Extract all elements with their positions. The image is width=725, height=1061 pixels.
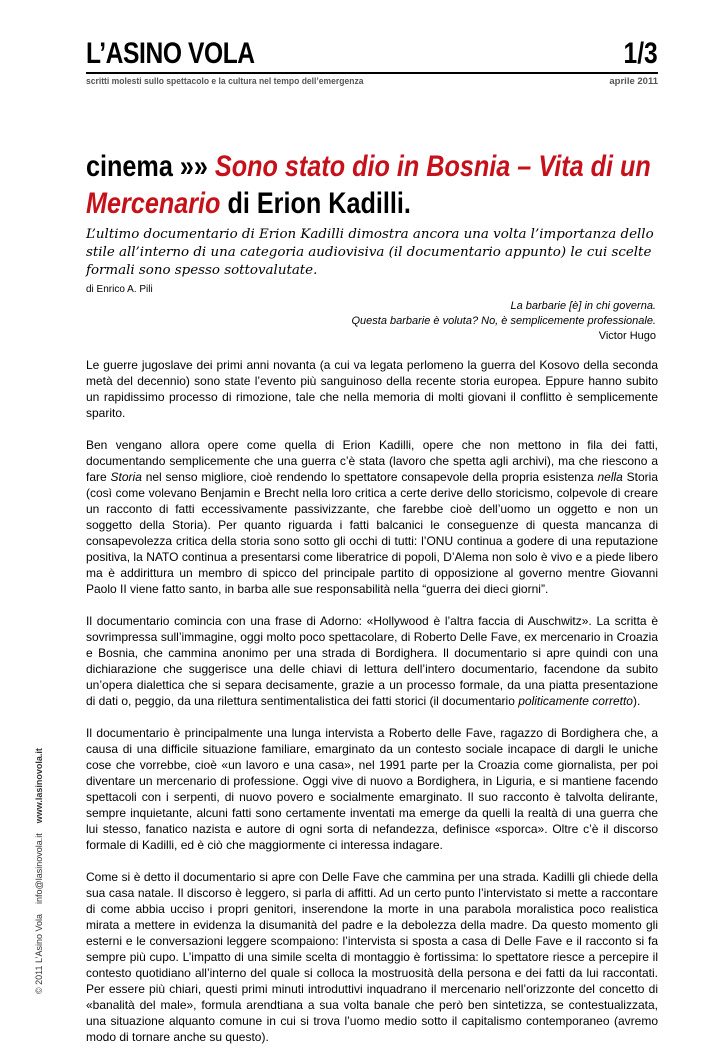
epigraph-author: Victor Hugo xyxy=(598,330,656,342)
masthead xyxy=(86,36,658,90)
byline: di Enrico A. Pili xyxy=(86,284,153,295)
section-marker: »» xyxy=(179,150,208,183)
masthead-rule xyxy=(86,72,658,74)
headline-director: di Erion Kadilli. xyxy=(227,187,411,220)
paragraph-3: Il documentario comincia con una frase di Adorno: «Hollywood è l’altra faccia di Auschwitz». La scritta è sovrimpressa sull’immagine, oggi molto poco spettacolare, di Roberto Delle Fave, ex mercenario in Croazia e Bosnia, che cammina anonimo per una strada di Bordighera. Il documentario si apre quindi con una dichiarazione che suggerisce una delle chiavi di lettura dell’intero documentario, facendone da subito un’opera dialettica che si separa decisamente, grazie a un processo formale, da una piatta presentazione di dati o, peggio, da una rilettura sentimentalistica dei fatti storici (il documentario politicamente corretto). xyxy=(86,614,658,708)
contact-email[interactable]: info@lasinovola.it xyxy=(34,833,44,904)
epigraph xyxy=(256,299,656,344)
copyright: © 2011 L’Asino Vola xyxy=(34,913,44,994)
film-title: Sono stato dio in Bosnia – Vita di un Mercenario xyxy=(86,150,651,220)
paragraph-4: Il documentario è principalmente una lunga intervista a Roberto delle Fave, ragazzo di Bordighera che, a causa di una difficile situazione familiare, emarginato da un contesto sociale incapace di dargli le uniche cose che vorrebbe, cioè «un lavoro e una casa», nel 1991 parte per la Croazia come giornalista, per poi diventare un mercenario di professione. Oggi vive di nuovo a Bordighera, in Liguria, e si mantiene facendo spettacoli con i serpenti, di nuovo povero e socialmente emarginato. Il suo racconto è talvolta delirante, sempre inquietante, alcuni fatti sono certamente inventati ma emerge da quelli la realtà di una guerra che lui stesso, fanatico nazista e autore di ogni sorta di nefandezza, definisce «sporca». Oltre c’è il discorso formale di Kadilli, ed è ciò che maggiormente ci interessa indagare. xyxy=(86,726,658,852)
website-link[interactable]: www.lasinovola.it xyxy=(34,748,44,824)
masthead-tagline: scritti molesti sullo spettacolo e la cultura nel tempo dell’emergenza xyxy=(86,76,364,87)
epigraph-line-1: La barbarie [è] in chi governa. xyxy=(510,300,656,312)
issue-date: aprile 2011 xyxy=(609,76,658,87)
paragraph-1: Le guerre jugoslave dei primi anni novanta (a cui va legata perlomeno la guerra del Kosovo della seconda metà del decennio) sono state l’evento più sanguinoso della recente storia europea. Eppure hanno subito un rapidissimo processo di rimozione, tale che nella memoria di molti giovani il conflitto è semplicemente sparito. xyxy=(86,358,658,420)
paragraph-5: Come si è detto il documentario si apre con Delle Fave che cammina per una strada. Kadilli gli chiede della sua casa natale. Il discorso è leggero, si parla di affitti. Ad un certo punto l’intervistato si mette a raccontare di come abbia ucciso i propri genitori, inserendone la morte in una parabola moralistica poco realistica mirata a mettere in evidenza la disumanità del padre e la debolezza della madre. Da questo momento gli esterni e le conversazioni leggere scompaiono: l’intervista si sposta a casa di Delle Fave e il racconto si fa sempre più cupo. L’impatto di una simile scelta di montaggio è fortissima: lo spettatore riesce a percepire il contesto quotidiano all’interno del quale si colloca la mostruosità della persona e dei fatti da lui raccontati. Per essere più chiari, questi primi minuti introduttivi inquadrano il mercenario nell’orizzonte del concetto di «banalità del male», formula arendtiana a sua volta banale che però ben sintetizza, se contestualizzata, una situazione alquanto comune in cui si trova l’uomo medio sotto il capitalismo contemporaneo (avremo modo di tornare anche su questo). xyxy=(86,870,658,1044)
masthead-logo: L’ASINO VOLA xyxy=(86,37,255,70)
article-headline xyxy=(86,148,666,222)
issue-number: 1/3 xyxy=(623,37,658,70)
section-label: cinema xyxy=(86,150,173,183)
article-body xyxy=(86,357,658,1061)
paragraph-2: Ben vengano allora opere come quella di Erion Kadilli, opere che non mettono in fila dei fatti, documentando semplicemente che una guerra c’è stata (lavoro che spetta agli archivi), ma che riescono a fare Storia nel senso migliore, cioè rendendo lo spettatore consapevole della propria esistenza nella Storia (così come volevano Benjamin e Brecht nella loro critica a certe derive dello storicismo, colpevole di creare un racconto di fatti eccessivamente passivizzante, che farebbe cioè dell’uomo un oggetto e non un soggetto della Storia). Per quanto riguarda i fatti balcanici le conseguenze di questa mancanza di consapevolezza critica della storia sono sotto gli occhi di tutti: l’ONU continua a godere di una reputazione positiva, la NATO continua a presentarsi come liberatrice di popoli, D’Alema non solo è vivo e a piede libero ma è addirittura un membro di spicco del principale partito di opposizione al governo mentre Giovanni Paolo II viene fatto santo, in barba alle sue responsabilità nella “guerra dei dieci giorni”. xyxy=(86,438,659,596)
vertical-footer xyxy=(34,694,44,994)
article-lead: L’ultimo documentario di Erion Kadilli dimostra ancora una volta l’importanza dello stile all’interno di una categoria audiovisiva (il documentario appunto) le cui scelte formali sono spesso sottovalutate. xyxy=(86,227,654,278)
epigraph-line-2: Questa barbarie è voluta? No, è semplicemente professionale. xyxy=(351,315,656,327)
